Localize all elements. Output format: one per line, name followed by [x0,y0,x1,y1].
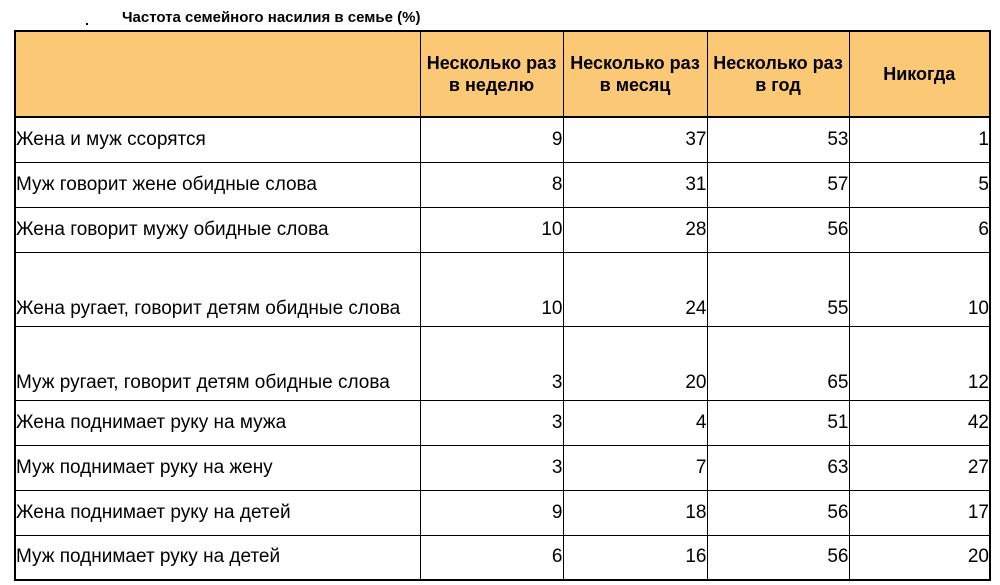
frequency-table [14,30,991,581]
cell-per-week: 8 [420,162,563,207]
cell-per-week: 10 [420,207,563,252]
cell-per-year: 53 [707,117,849,162]
cell-per-month: 18 [563,490,707,535]
table-row [15,535,990,580]
header-per-week: Несколько раз в неделю [420,31,563,117]
row-label: Муж говорит жене обидные слова [15,162,420,207]
table-row [15,490,990,535]
table-row [15,252,990,326]
header-row [15,31,990,117]
cell-per-month: 20 [563,326,707,400]
table-row [15,400,990,445]
cell-per-week: 6 [420,535,563,580]
cell-never: 12 [849,326,990,400]
row-label: Муж поднимает руку на жену [15,445,420,490]
row-label: Жена поднимает руку на мужа [15,400,420,445]
cell-per-week: 3 [420,445,563,490]
header-per-year: Несколько раз в год [707,31,849,117]
stray-dot [86,23,88,25]
table-row [15,117,990,162]
table-row [15,207,990,252]
cell-per-year: 57 [707,162,849,207]
table-row [15,445,990,490]
cell-per-month: 4 [563,400,707,445]
cell-per-year: 51 [707,400,849,445]
cell-per-month: 16 [563,535,707,580]
cell-per-month: 37 [563,117,707,162]
cell-per-month: 7 [563,445,707,490]
row-label: Муж поднимает руку на детей [15,535,420,580]
cell-per-year: 63 [707,445,849,490]
row-label: Муж ругает, говорит детям обидные слова [15,326,420,400]
cell-per-year: 65 [707,326,849,400]
table-row [15,326,990,400]
cell-per-year: 56 [707,490,849,535]
cell-per-week: 9 [420,490,563,535]
cell-per-week: 3 [420,400,563,445]
row-label: Жена ругает, говорит детям обидные слова [15,252,420,326]
cell-never: 20 [849,535,990,580]
cell-per-year: 56 [707,207,849,252]
cell-never: 6 [849,207,990,252]
cell-never: 1 [849,117,990,162]
cell-per-month: 31 [563,162,707,207]
header-per-month: Несколько раз в месяц [563,31,707,117]
cell-per-year: 56 [707,535,849,580]
row-label: Жена и муж ссорятся [15,117,420,162]
cell-per-week: 3 [420,326,563,400]
row-label: Жена поднимает руку на детей [15,490,420,535]
table-row [15,162,990,207]
cell-per-year: 55 [707,252,849,326]
cell-never: 10 [849,252,990,326]
cell-never: 42 [849,400,990,445]
cell-per-week: 10 [420,252,563,326]
cell-per-month: 28 [563,207,707,252]
table-title: Частота семейного насилия в семье (%) [122,9,421,26]
cell-never: 17 [849,490,990,535]
cell-per-month: 24 [563,252,707,326]
cell-never: 27 [849,445,990,490]
header-never: Никогда [849,31,990,117]
row-label: Жена говорит мужу обидные слова [15,207,420,252]
header-blank [15,31,420,117]
cell-per-week: 9 [420,117,563,162]
cell-never: 5 [849,162,990,207]
